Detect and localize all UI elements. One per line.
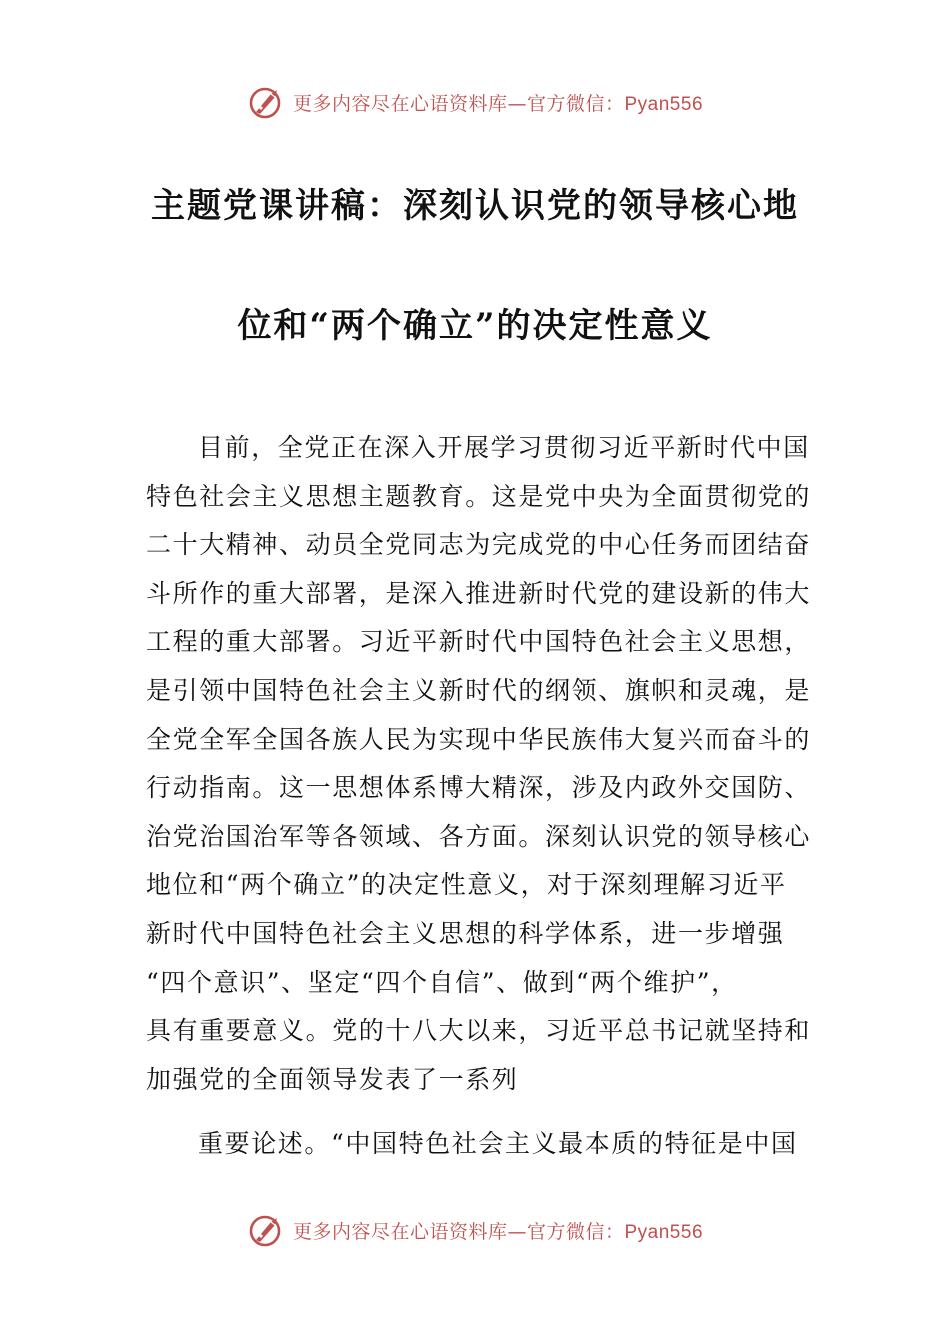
body-paragraph-1 (146, 424, 812, 1104)
paragraph-line: 工程的重大部署。习近平新时代中国特色社会主义思想， (146, 627, 812, 657)
paragraph-line: 斗所作的重大部署，是深入推进新时代党的建设新的伟大 (146, 578, 812, 608)
paragraph-line: 二十大精神、动员全党同志为完成党的中心任务而团结奋 (146, 530, 812, 560)
pen-nib-logo-icon (247, 1210, 287, 1250)
paragraph-line: 全党全军全国各族人民为实现中华民族伟大复兴而奋斗的 (146, 724, 812, 754)
page-title-line-1: 主题党课讲稿：深刻认识党的领导核心地 (151, 186, 799, 226)
watermark-banner-bottom (0, 1210, 950, 1250)
watermark-text: 更多内容尽在心语资料库—官方微信：Pyan556 (292, 92, 704, 115)
paragraph-line: 是引领中国特色社会主义新时代的纲领、旗帜和灵魂，是 (146, 675, 812, 705)
page-title-line-2: 位和“两个确立”的决定性意义 (237, 306, 713, 346)
paragraph-line: 治党治国治军等各领域、各方面。深刻认识党的领导核心 (146, 821, 812, 851)
paragraph-line: 重要论述。“中国特色社会主义最本质的特征是中国 (198, 1129, 798, 1158)
paragraph-line: 行动指南。这一思想体系博大精深，涉及内政外交国防、 (146, 773, 812, 803)
body-paragraph-2 (146, 1120, 806, 1169)
paragraph-line: 具有重要意义。党的十八大以来，习近平总书记就坚持和 (146, 1016, 812, 1046)
watermark-banner-top (0, 82, 950, 122)
paragraph-line: 地位和“两个确立”的决定性意义，对于深刻理解习近平 (146, 870, 787, 900)
paragraph-line: “四个意识”、坚定“四个自信”、做到“两个维护”， (146, 967, 738, 997)
pen-nib-logo-icon (247, 82, 287, 122)
paragraph-line: 加强党的全面领导发表了一系列 (146, 1064, 519, 1094)
watermark-text: 更多内容尽在心语资料库—官方微信：Pyan556 (292, 1220, 704, 1243)
watermark-contact: Pyan556 (624, 1221, 704, 1243)
watermark-contact: Pyan556 (624, 93, 704, 115)
paragraph-line: 新时代中国特色社会主义思想的科学体系，进一步增强 (146, 918, 785, 948)
paragraph-line: 目前，全党正在深入开展学习贯彻习近平新时代中国 (198, 433, 810, 462)
paragraph-line: 特色社会主义思想主题教育。这是党中央为全面贯彻党的 (146, 481, 812, 511)
